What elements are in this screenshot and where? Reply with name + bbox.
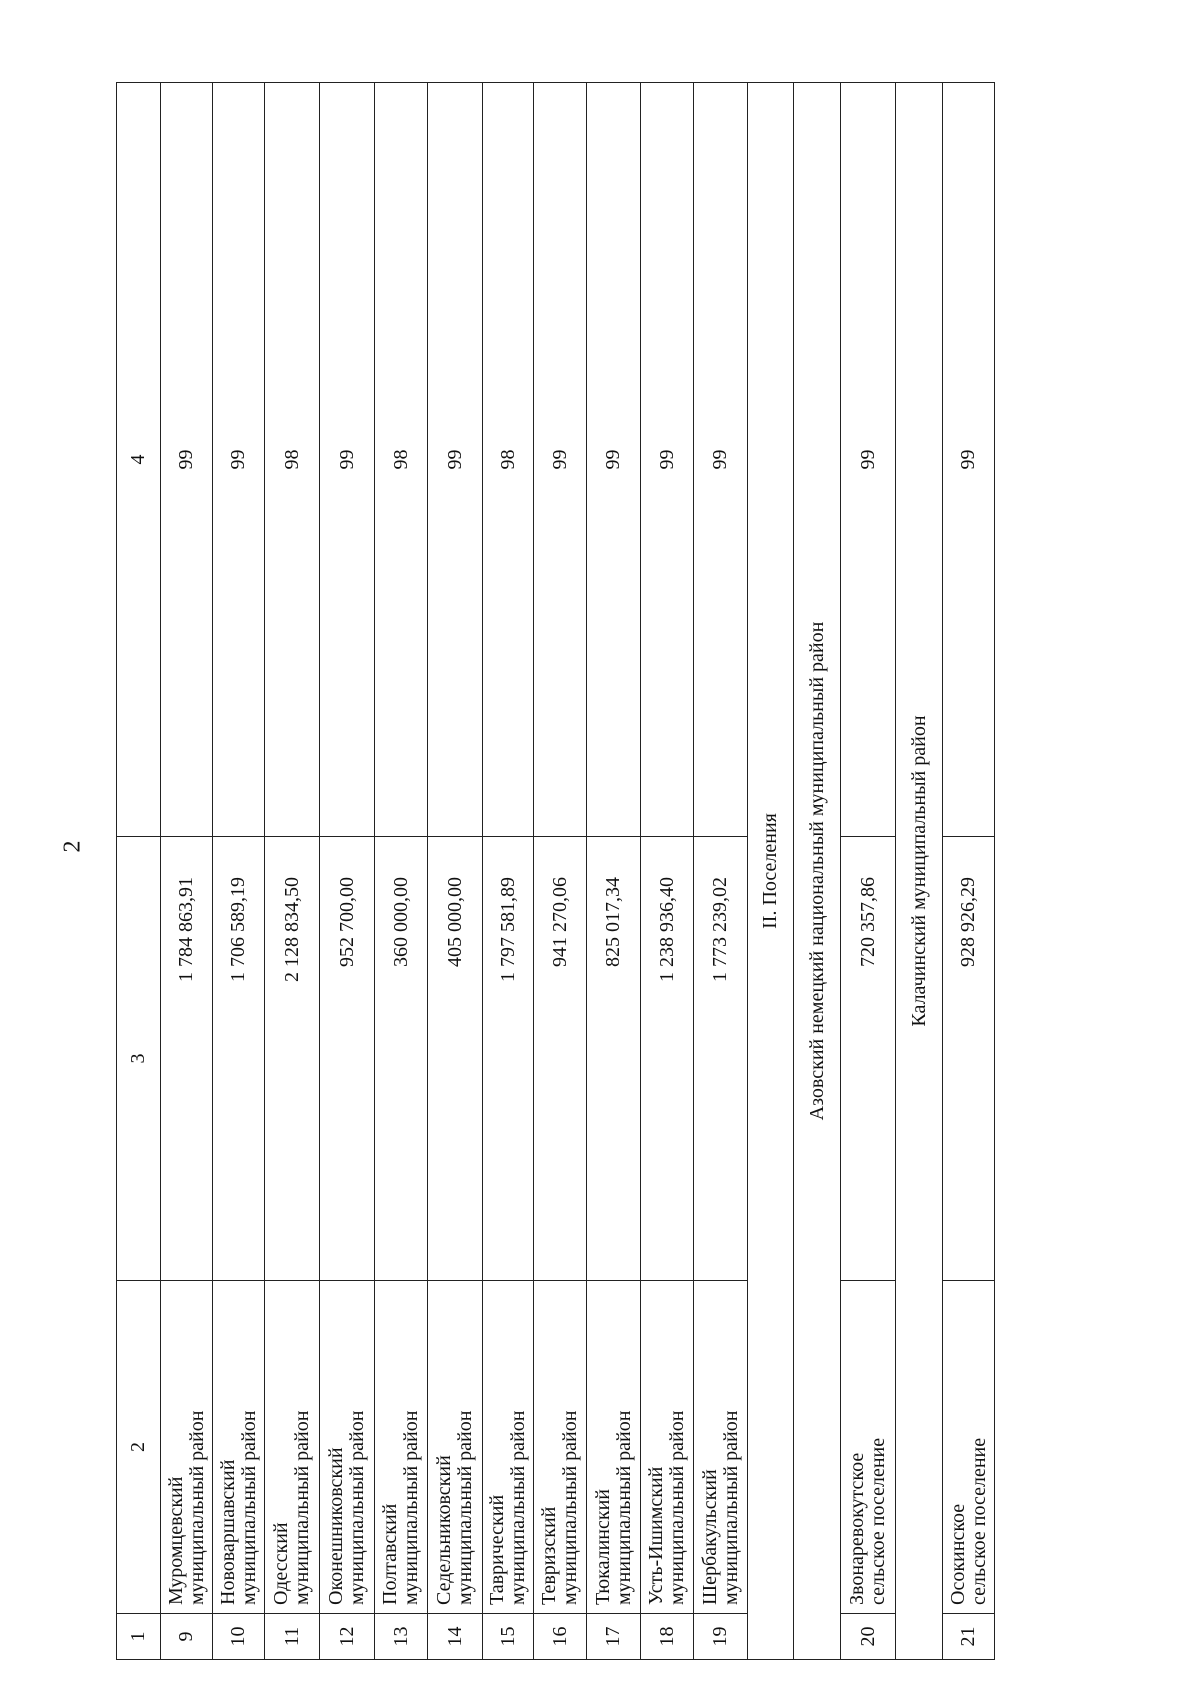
header-cell-3: 3 [117,837,161,1281]
entity-name-line-2: муниципальный район [346,1410,368,1605]
entity-name-line-2: муниципальный район [400,1410,422,1605]
entity-name [534,1281,587,1614]
percent-cell: 99 [641,83,694,837]
entity-name-line-1: Оконешниковский [325,1447,347,1605]
entity-name-line-1: Полтавский [379,1503,401,1605]
percent-cell: 98 [265,83,320,837]
entity-name [841,1281,896,1614]
entity-name-line-1: Нововаршавский [216,1459,239,1605]
row-number: 19 [694,1614,748,1660]
entity-name [694,1281,748,1614]
entity-name [375,1281,428,1614]
data-table [116,82,995,1660]
percent-cell: 98 [375,83,428,837]
amount-cell: 825 017,34 [587,837,641,1281]
amount-cell: 1 238 936,40 [641,837,694,1281]
table-row [375,83,428,1660]
entity-name-line-2: сельское поселение [967,1437,990,1605]
percent-cell: 99 [213,83,265,837]
percent-cell: 99 [841,83,896,837]
row-number: 9 [161,1614,213,1660]
row-number: 11 [265,1614,320,1660]
entity-name [265,1281,320,1614]
table-row [694,83,748,1660]
table-row [428,83,483,1660]
table-row [534,83,587,1660]
table-row [213,83,265,1660]
row-number: 14 [428,1614,483,1660]
entity-name-line-1: Звонаревокутское [846,1452,868,1605]
entity-name-line-2: муниципальный район [291,1410,313,1605]
percent-cell: 99 [943,83,995,837]
entity-name-line-1: Муромцевский [164,1476,187,1605]
amount-cell: 941 270,06 [534,837,587,1281]
entity-name-line-1: Тюкалинский [591,1488,614,1605]
amount-cell: 952 700,00 [320,837,375,1281]
section-row [794,83,841,1660]
table-row [641,83,694,1660]
entity-name [483,1281,534,1614]
entity-name-line-2: муниципальный район [719,1410,742,1605]
entity-name-line-1: Шербакульский [698,1469,721,1605]
table-row [320,83,375,1660]
entity-name [641,1281,694,1614]
row-number: 16 [534,1614,587,1660]
entity-name-line-2: муниципальный район [612,1410,635,1605]
entity-name [320,1281,375,1614]
entity-name [213,1281,265,1614]
percent-cell: 99 [587,83,641,837]
percent-cell: 99 [428,83,483,837]
entity-name [943,1281,995,1614]
entity-name-line-2: муниципальный район [454,1410,476,1605]
row-number: 10 [213,1614,265,1660]
entity-name-line-2: муниципальный район [666,1410,688,1605]
header-cell-4: 4 [117,83,161,837]
entity-name-line-1: Тевризский [538,1506,560,1605]
section-row [896,83,943,1660]
entity-name-line-2: сельское поселение [867,1437,889,1605]
table-row [483,83,534,1660]
amount-cell: 1 797 581,89 [483,837,534,1281]
entity-name-line-2: муниципальный район [237,1410,260,1605]
table-body [161,83,995,1660]
amount-cell: 928 926,29 [943,837,995,1281]
amount-cell: 1 773 239,02 [694,837,748,1281]
rotated-table-wrapper [116,83,990,1660]
percent-cell: 98 [483,83,534,837]
percent-cell: 99 [320,83,375,837]
entity-name-line-2: муниципальный район [507,1410,529,1605]
entity-name [587,1281,641,1614]
entity-name-line-1: Таврический [486,1494,508,1605]
section-row [748,83,794,1660]
amount-cell: 1 706 589,19 [213,837,265,1281]
entity-name [161,1281,213,1614]
row-number: 18 [641,1614,694,1660]
amount-cell: 360 000,00 [375,837,428,1281]
row-number: 15 [483,1614,534,1660]
table-row [841,83,896,1660]
amount-cell: 405 000,00 [428,837,483,1281]
entity-name-line-1: Осокинское [946,1503,969,1605]
row-number: 21 [943,1614,995,1660]
header-cell-1: 1 [117,1614,161,1660]
table-row [943,83,995,1660]
section-title: Калачинский муниципальный район [896,83,943,1660]
percent-cell: 99 [161,83,213,837]
page-number: 2 [59,840,86,853]
row-number: 17 [587,1614,641,1660]
table-row [587,83,641,1660]
amount-cell: 2 128 834,50 [265,837,320,1281]
amount-cell: 1 784 863,91 [161,837,213,1281]
table-row [265,83,320,1660]
table-row [161,83,213,1660]
entity-name [428,1281,483,1614]
amount-cell: 720 357,86 [841,837,896,1281]
entity-name-line-1: Седельниковский [433,1455,455,1605]
header-cell-2: 2 [117,1281,161,1614]
row-number: 20 [841,1614,896,1660]
percent-cell: 99 [534,83,587,837]
percent-cell: 99 [694,83,748,837]
table-header-row [117,83,161,1660]
entity-name-line-2: муниципальный район [185,1410,208,1605]
entity-name-line-1: Одесский [270,1522,292,1605]
row-number: 13 [375,1614,428,1660]
entity-name-line-2: муниципальный район [559,1410,581,1605]
section-title: II. Поселения [748,83,794,1660]
entity-name-line-1: Усть-Ишимский [645,1466,667,1605]
section-title: Азовский немецкий национальный муниципальный район [794,83,841,1660]
row-number: 12 [320,1614,375,1660]
